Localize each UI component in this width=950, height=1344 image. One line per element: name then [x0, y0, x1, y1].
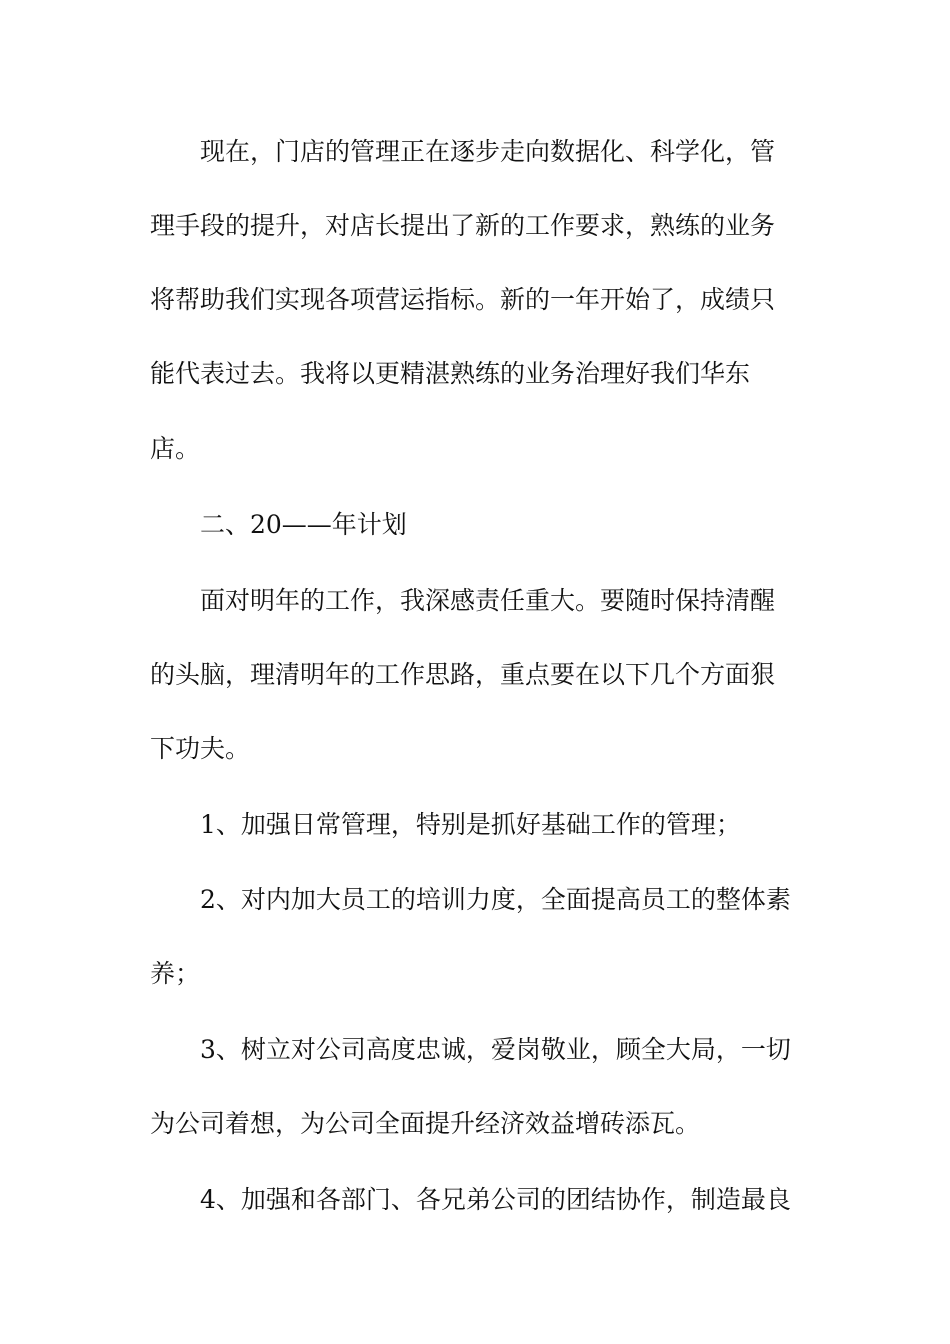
text-line: 能代表过去。我将以更精湛熟练的业务治理好我们华东 [150, 359, 751, 388]
text-line: 理手段的提升，对店长提出了新的工作要求，熟练的业务 [150, 211, 776, 240]
text-line: 为公司着想，为公司全面提升经济效益增砖添瓦。 [150, 1109, 701, 1138]
list-item: 1、加强日常管理，特别是抓好基础工作的管理； [150, 810, 741, 839]
text-line: 的头脑，理清明年的工作思路，重点要在以下几个方面狠 [150, 660, 776, 689]
text-line: 养； [150, 959, 201, 988]
text-line: 店。 [150, 434, 201, 463]
list-item: 3、树立对公司高度忠诚，爱岗敬业，顾全大局，一切 [150, 1035, 791, 1064]
list-item: 4、加强和各部门、各兄弟公司的团结协作，制造最良 [150, 1185, 791, 1214]
text-line: 下功夫。 [150, 734, 251, 763]
text-line: 现在，门店的管理正在逐步走向数据化、科学化，管 [150, 137, 776, 166]
text-line: 将帮助我们实现各项营运指标。新的一年开始了，成绩只 [150, 285, 776, 314]
list-item: 2、对内加大员工的培训力度，全面提高员工的整体素 [150, 885, 791, 914]
text-line: 面对明年的工作，我深感责任重大。要随时保持清醒 [150, 586, 776, 615]
section-heading: 二、20——年计划 [150, 510, 407, 539]
